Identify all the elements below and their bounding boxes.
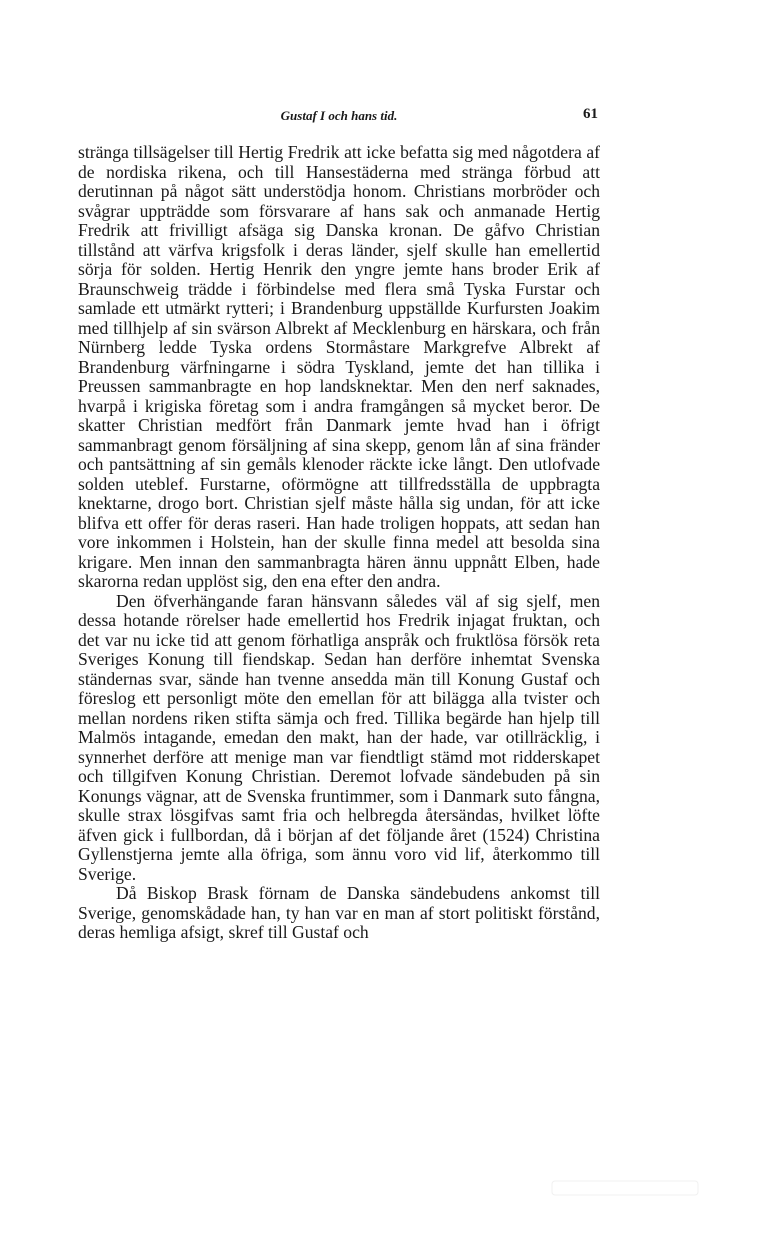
paragraph-2: Den öfverhängande faran hänsvann således väl af sig sjelf, men dessa hotande rörelser hade emellertid hos Fredrik injagat fruktan, och det var nu icke tid att genom förhatliga anspråk och fruktlösa försök reta Sveriges Konung till fiendskap. Sedan han derföre inhemtat Svenska ständernas svar, sände han tvenne ansedda män till Konung Gustaf och föreslog ett personligt möte den emellan för att bilägga alla tvister och mellan nordens riken stifta sämja och fred. Tillika begärde han hjelp till Malmös intagande, emedan den makt, han der hade, var otillräcklig, i synnerhet derföre att menige man var fiendtligt stämd mot ridderskapet och tillgifven Konung Christian. Deremot lofvade sändebuden på sin Konungs vägnar, att de Svenska fruntimmer, som i Danmark suto fångna, skulle strax lösgifvas samt fria och helbregda återsändas, hvilket löfte äfven gick i fullbordan, då i början af det följande året (1524) Christina Gyllenstjerna jemte alla öfriga, som ännu voro vid lif, återkommo till Sverige.: [78, 590, 600, 884]
stamp-mark-icon: [550, 1173, 700, 1203]
body-text: [78, 143, 600, 943]
faint-library-stamp: [550, 1173, 700, 1203]
page-number: 61: [583, 106, 598, 122]
paragraph-1: stränga tillsägelser till Hertig Fredrik att icke befatta sig med någotdera af de nordiska rikena, och till Hansestäderna med stränga förbud att derutinnan på något sätt understödja honom. Christians morbröder och svågrar uppträdde som försvarare af hans sak och anmanade Hertig Fredrik att frivilligt afsäga sig Danska kronan. De gåfvo Christian tillstånd att värfva krigsfolk i deras länder, sjelf skulle han emellertid sörja för solden. Hertig Henrik den yngre jemte hans broder Erik af Braunschweig trädde i förbindelse med flera små Tyska Furstar och samlade ett utmärkt rytteri; i Brandenburg uppställde Kurfursten Joakim med tillhjelp af sin svärson Albrekt af Mecklenburg en härskara, och från Nürnberg ledde Tyska ordens Stormåstare Markgrefve Albrekt af Brandenburg värfningarne i södra Tyskland, jemte det han tillika i Preussen sammanbragte en hop landsknektar. Men den nerf saknades, hvarpå i krigiska företag som i andra framgången så mycket beror. De skatter Christian medfört från Danmark jemte hvad han i öfrigt sammanbragt genom försäljning af sina skepp, genom lån af sina fränder och pantsättning af sin gemåls klenoder räckte icke långt. Den utlofvade solden uteblef. Furstarne, oförmögne att tillfredsställa de uppbragta knektarne, drogo bort. Christian sjelf måste hålla sig undan, för att icke blifva ett offer för deras raseri. Han hade troligen hoppats, att sedan han vore inkommen i Holstein, han der skulle finna medel att besolda sina krigare. Men innan den sammanbragta hären ännu uppnått Elben, hade skarorna redan upplöst sig, den ena efter den andra.: [78, 142, 600, 591]
running-title: Gustaf I och hans tid.: [280, 108, 398, 123]
paragraph-3: Då Biskop Brask förnam de Danska sändebudens ankomst till Sverige, genomskådade han, ty han var en man af stort politiskt förstånd, deras hemliga afsigt, skref till Gustaf och: [78, 883, 600, 942]
running-head: [80, 104, 598, 128]
